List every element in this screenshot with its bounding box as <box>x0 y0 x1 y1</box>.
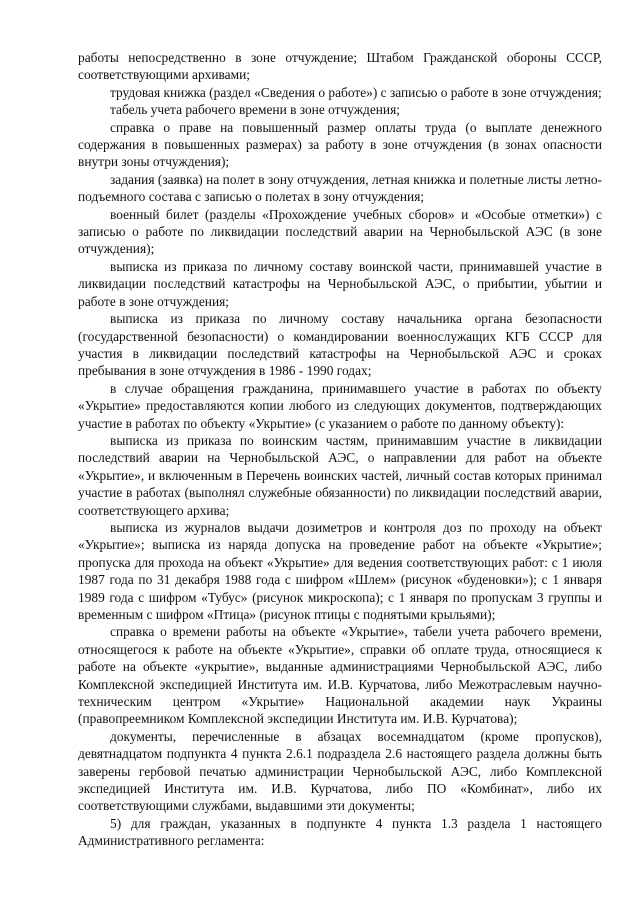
paragraph-continuation: работы непосредственно в зоне отчуждение; Штабом Гражданской обороны СССР, соответствующими архивами; <box>78 50 602 83</box>
paragraph-shelter-work-certificate: справка о времени работы на объекте «Укрытие», табели учета рабочего времени, относящегося к работе на объекте «Укрытие», справки об оплате труда, относящиеся к работе на объекте «укрытие», выданные администрациями Чернобыльской АЭС, либо Комплексной экспедицией Института им. И.В. Курчатова, либо Межотраслевым научно-техническим центром «Укрытие» Национальной академии наук Украины (правопреемником Комплексной экспедиции Института им. И.В. Курчатова); <box>78 624 602 727</box>
paragraph-military-id: военный билет (разделы «Прохождение учебных сборов» и «Особые отметки») с записью о работе по ликвидации последствий аварии на Чернобыльской АЭС (в зоне отчуждения); <box>78 206 602 257</box>
paragraph-item-5: 5) для граждан, указанных в подпункте 4 пункта 1.3 раздела 1 настоящего Административного регламента: <box>78 815 602 849</box>
paragraph-certification-requirement: документы, перечисленные в абзацах восемнадцатом (кроме пропусков), девятнадцатом подпункта 4 пункта 2.6.1 подраздела 2.6 настоящего раздела должны быть заверены гербовой печатью администрации Чернобыльской АЭС, либо Комплексной экспедицией Института им. И.В. Курчатова, либо ПО «Комбинат», либо их соответствующими службами, выдавшими эти документы; <box>78 728 602 814</box>
paragraph-security-order: выписка из приказа по личному составу начальника органа безопасности (государственной безопасности) о командировании военнослужащих КГБ СССР для участия в ликвидации последствий катастрофы на Чернобыльской АЭС и сроках пребывания в зоне отчуждения в 1986 - 1990 годах; <box>78 311 602 379</box>
paragraph-pay-certificate: справка о праве на повышенный размер оплаты труда (о выплате денежного содержания в повышенных размерах) за работу в зоне отчуждения (в зонах опасности внутри зоны отчуждения); <box>78 119 602 170</box>
paragraph-flight-tasks: задания (заявка) на полет в зону отчуждения, летная книжка и полетные листы летно-подъемного состава с записью о полетах в зону отчуждения; <box>78 171 602 205</box>
paragraph-time-sheet: табель учета рабочего времени в зоне отчуждения; <box>110 102 400 118</box>
document-page <box>78 49 602 850</box>
paragraph-military-unit-order: выписка из приказа по личному составу воинской части, принимавшей участие в ликвидации последствий катастрофы на Чернобыльской АЭС, о прибытии, убытии и работе в зоне отчуждения; <box>78 258 602 309</box>
paragraph-dosimeter-logs: выписка из журналов выдачи дозиметров и контроля доз по проходу на объект «Укрытие»; выписка из наряда допуска на проведение работ на объекте «Укрытие»; пропуска для прохода на объект «Укрытие» для ведения соответствующих работ: с 1 июля 1987 года по 31 декабря 1988 года с шифром «Шлем» (рисунок «буденовки»); с 1 января 1989 года с шифром «Тубус» (рисунок микроскопа); с 1 января по пропускам 3 группы и временным с шифром «Птица» (рисунок птицы с поднятыми крыльями); <box>78 519 602 622</box>
paragraph-labor-book: трудовая книжка (раздел «Сведения о работе») с записью о работе в зоне отчуждения; <box>110 84 602 100</box>
paragraph-shelter-intro: в случае обращения гражданина, принимавшего участие в работах по объекту «Укрытие» предоставляются копии любого из следующих документов, подтверждающих участие в работах по объекту «Укрытие» (с указанием о работе по данному объекту): <box>78 380 602 431</box>
paragraph-shelter-units-order: выписка из приказа по воинским частям, принимавшим участие в ликвидации последствий аварии на Чернобыльской АЭС, о направлении для работ на объекте «Укрытие», и включенным в Перечень воинских частей, личный состав которых принимал участие в работах (выполнял служебные обязанности) по ликвидации последствий аварии, соответствующего архива; <box>78 432 602 518</box>
